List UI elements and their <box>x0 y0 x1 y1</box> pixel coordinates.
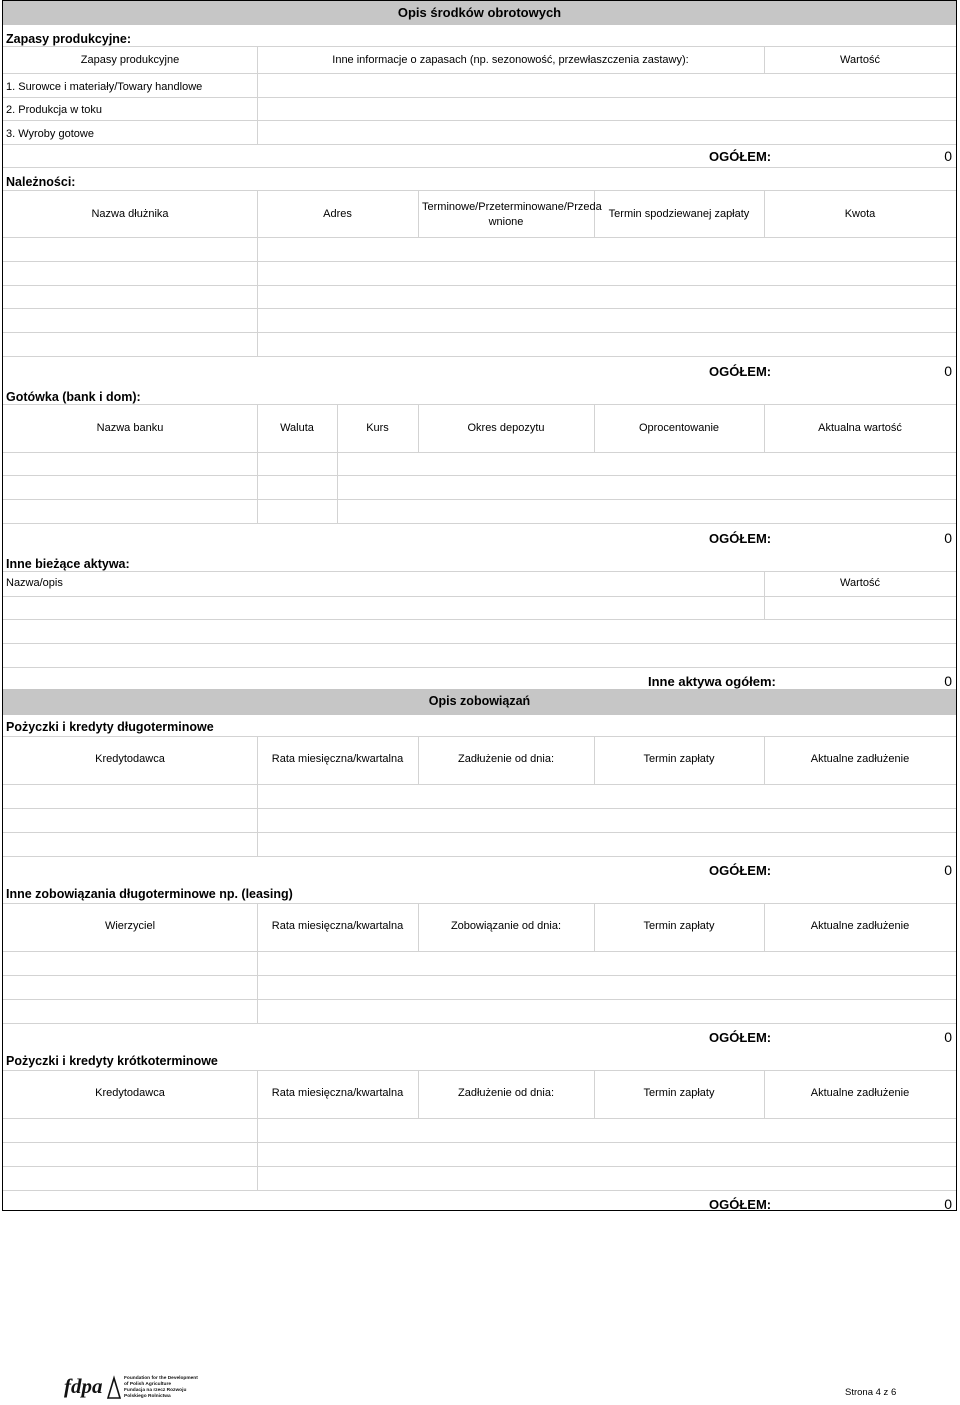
receivables-total-value: 0 <box>944 363 952 379</box>
cash-col: Kurs <box>366 422 389 434</box>
cash-total-value: 0 <box>944 530 952 546</box>
receivables-col: Terminowe/Przeterminowane/Przeda wnione <box>422 201 602 228</box>
long-loans-col: Aktualne zadłużenie <box>810 753 910 765</box>
fdpa-logo <box>62 1372 202 1405</box>
inventory-col-value: Wartość <box>840 54 880 66</box>
other-assets-col-value: Wartość <box>840 577 880 589</box>
other-long-col: Aktualne zadłużenie <box>810 920 910 932</box>
short-loans-col: Aktualne zadłużenie <box>810 1087 910 1099</box>
other-long-col: Rata miesięczna/kwartalna <box>271 920 404 932</box>
receivables-col: Adres <box>323 208 352 220</box>
inventory-total-label: OGÓŁEM: <box>709 149 772 164</box>
cash-col: Okres depozytu <box>467 422 545 434</box>
short-loans-total-label: OGÓŁEM: <box>709 1197 772 1212</box>
other-long-total-value: 0 <box>944 1029 952 1045</box>
logo-line: Fundacja na rzecz Rozwoju <box>124 1388 187 1393</box>
long-loans-col: Zadłużenie od dnia: <box>457 753 554 765</box>
inventory-row: 2. Produkcja w toku <box>6 104 102 116</box>
inventory-col-name: Zapasy produkcyjne <box>80 54 180 66</box>
logo-line: Polskiego Rolnictwa <box>124 1394 171 1399</box>
inventory-col-info: Inne informacje o zapasach (np. sezonowość, przewłaszczenia zastawy): <box>332 54 689 66</box>
long-loans-col: Rata miesięczna/kwartalna <box>271 753 404 765</box>
other-long-col: Termin zapłaty <box>643 920 715 932</box>
other-long-heading: Inne zobowiązania długoterminowe np. (leasing) <box>6 887 293 901</box>
inventory-heading: Zapasy produkcyjne: <box>6 32 132 46</box>
receivables-heading: Należności: <box>6 175 76 189</box>
logo-line: Foundation for the Development <box>124 1376 198 1381</box>
other-assets-total-label: Inne aktywa ogółem: <box>648 674 776 689</box>
other-long-col: Wierzyciel <box>104 920 156 932</box>
short-loans-heading: Pożyczki i kredyty krótkoterminowe <box>6 1054 218 1068</box>
liabilities-title: Opis zobowiązań <box>428 694 531 708</box>
cash-col: Waluta <box>280 422 314 434</box>
page-number: Strona 4 z 6 <box>845 1387 897 1398</box>
cash-total-label: OGÓŁEM: <box>709 531 772 546</box>
form-sheet <box>2 0 957 1211</box>
short-loans-total-value: 0 <box>944 1196 952 1212</box>
cash-col: Nazwa banku <box>96 422 164 434</box>
long-loans-col: Kredytodawca <box>95 753 165 765</box>
receivables-col: Nazwa dłużnika <box>91 208 169 220</box>
receivables-total-label: OGÓŁEM: <box>709 364 772 379</box>
long-loans-total-value: 0 <box>944 862 952 878</box>
short-loans-col: Zadłużenie od dnia: <box>457 1087 554 1099</box>
other-assets-total-value: 0 <box>944 673 952 689</box>
fdpa-logo-icon <box>62 1372 202 1400</box>
long-loans-heading: Pożyczki i kredyty długoterminowe <box>6 720 214 734</box>
inventory-row: 1. Surowce i materiały/Towary handlowe <box>6 81 203 93</box>
logo-line: of Polish Agriculture <box>124 1382 171 1387</box>
other-assets-col-name: Nazwa/opis <box>6 577 63 589</box>
short-loans-col: Rata miesięczna/kwartalna <box>271 1087 404 1099</box>
cash-col: Oprocentowanie <box>638 422 720 434</box>
inventory-total-value: 0 <box>944 148 952 164</box>
short-loans-col: Kredytodawca <box>95 1087 165 1099</box>
inventory-row: 3. Wyroby gotowe <box>6 128 94 140</box>
cash-heading: Gotówka (bank i dom): <box>6 390 141 404</box>
receivables-col: Termin spodziewanej zapłaty <box>608 208 750 220</box>
long-loans-total-label: OGÓŁEM: <box>709 863 772 878</box>
long-loans-col: Termin zapłaty <box>643 753 715 765</box>
cash-col: Aktualna wartość <box>818 422 902 434</box>
short-loans-col: Termin zapłaty <box>643 1087 715 1099</box>
page-title: Opis środków obrotowych <box>397 5 562 20</box>
svg-text:fdpa: fdpa <box>64 1374 103 1398</box>
other-long-total-label: OGÓŁEM: <box>709 1030 772 1045</box>
receivables-col: Kwota <box>844 208 876 220</box>
other-assets-heading: Inne bieżące aktywa: <box>6 557 130 571</box>
other-long-col: Zobowiązanie od dnia: <box>450 920 562 932</box>
